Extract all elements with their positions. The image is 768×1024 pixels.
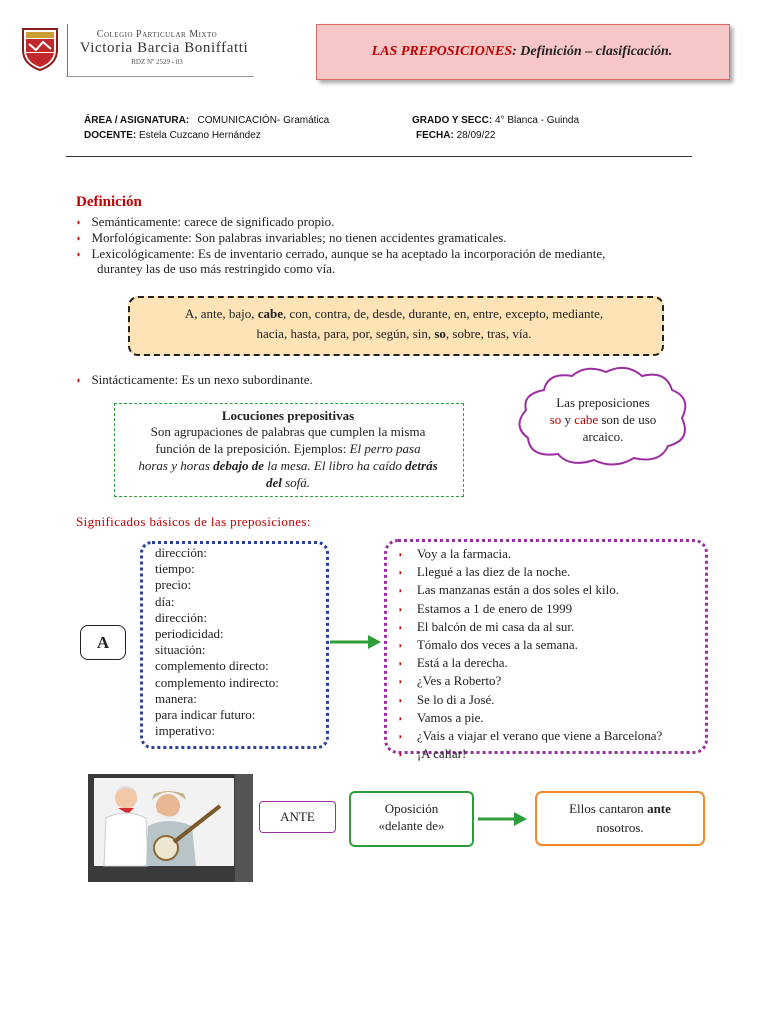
school-code: RDZ Nº 2529 - 83 — [131, 58, 183, 66]
area-field: ÁREA / ASIGNATURA: COMUNICACIÓN- Gramática — [84, 115, 330, 126]
list-item: ◗ Llegué a las diez de la noche. — [398, 564, 571, 580]
list-item: día: — [155, 593, 175, 609]
bullet-semantico: ◗ Semánticamente: carece de significado propio. — [76, 214, 335, 229]
bullet-arrow-icon: ◗ — [398, 677, 403, 687]
ante-example-line1: Ellos cantaron ante — [569, 801, 671, 816]
bullet-arrow-icon: ◗ — [398, 641, 403, 651]
list-item: ◗ ¿Vais a viajar el verano que viene a Barcelona? — [398, 728, 663, 744]
bullet-arrow-icon: ◗ — [76, 249, 82, 259]
list-item: tiempo: — [155, 561, 195, 577]
right-arrow-icon — [478, 811, 528, 827]
bullet-arrow-icon: ◗ — [398, 604, 403, 614]
bullet-arrow-icon: ◗ — [398, 622, 403, 632]
list-item: ◗ El balcón de mi casa da al sur. — [398, 618, 575, 634]
header-separator — [66, 156, 692, 157]
list-item: periodicidad: — [155, 626, 224, 642]
significados-heading: Significados básicos de las preposiciones: — [76, 514, 311, 529]
list-item: complemento directo: — [155, 658, 269, 674]
examples-list — [398, 546, 662, 764]
bullet-arrow-icon: ◗ — [76, 233, 82, 243]
definicion-heading: Definición — [76, 194, 142, 210]
school-crest-logo — [20, 26, 60, 72]
fecha-field: FECHA: 28/09/22 — [416, 130, 496, 141]
locuciones-body: Son agrupaciones de palabras que cumplen la misma función de la preposición. Ejemplos: El perro pasa horas y horas debajo de la mesa. El libro ha caído detrás del sofá. — [138, 424, 438, 490]
oposicion-line1: Oposición — [384, 801, 439, 816]
list-item: ◗ Estamos a 1 de enero de 1999 — [398, 600, 573, 616]
meanings-list — [155, 545, 279, 739]
bullet-arrow-icon: ◗ — [398, 586, 403, 596]
school-type: Colegio Particular Mixto — [96, 29, 218, 40]
right-arrow-icon — [330, 634, 382, 650]
bullet-arrow-icon: ◗ — [76, 217, 82, 227]
docente-field: DOCENTE: Estela Cuzcano Hernández — [84, 130, 261, 141]
bullet-arrow-icon: ◗ — [398, 568, 403, 578]
bullet-lexicologico: ◗ Lexicológicamente: Es de inventario cerrado, aunque se ha aceptado la incorporación de mediante, — [76, 246, 606, 261]
preposition-list: A, ante, bajo, cabe, con, contra, de, desde, durante, en, entre, excepto, mediante, hacia, hasta, para, por, según, sin, so, sobre, tras, vía. — [184, 306, 604, 341]
list-item: ◗ ¡A callar! — [398, 746, 467, 762]
cloud-text: Las preposiciones so y cabe son de uso arcaico. — [549, 395, 657, 444]
ante-example-line2: nosotros. — [596, 820, 644, 835]
list-item: ◗ Tómalo dos veces a la semana. — [398, 637, 578, 653]
list-item: ◗ Las manzanas están a dos soles el kilo. — [398, 582, 620, 598]
locuciones-title: Locuciones prepositivas — [221, 408, 355, 423]
bullet-arrow-icon: ◗ — [398, 659, 403, 669]
list-item: dirección: — [155, 545, 207, 560]
list-item: complemento indirecto: — [155, 674, 279, 690]
oposicion-box — [349, 791, 474, 847]
list-item: manera: — [155, 690, 197, 706]
preposition-a-box: A — [80, 625, 126, 660]
bullet-lexicologico-cont: durantey las de uso más restringido como vía. — [97, 261, 336, 276]
bullet-arrow-icon: ◗ — [398, 732, 403, 742]
bullet-arrow-icon: ◗ — [398, 550, 403, 559]
header-underline — [66, 76, 254, 77]
bullet-arrow-icon: ◗ — [398, 750, 403, 760]
list-item: para indicar futuro: — [155, 707, 256, 723]
list-item: ◗ ¿Ves a Roberto? — [398, 673, 502, 689]
list-item: ◗ Voy a la farmacia. — [398, 546, 512, 561]
list-item: dirección: — [155, 609, 207, 625]
oposicion-line2: «delante de» — [378, 818, 445, 833]
list-item: ◗ Vamos a pie. — [398, 709, 484, 725]
bullet-morfologico: ◗ Morfológicamente: Son palabras invariables; no tienen accidentes gramaticales. — [76, 230, 507, 245]
list-item: imperativo: — [155, 723, 215, 739]
singing-couple-photo — [88, 774, 253, 882]
bullet-arrow-icon: ◗ — [76, 375, 82, 385]
ante-label-box: ANTE — [259, 801, 336, 833]
header-divider — [67, 24, 68, 76]
ante-example-box — [535, 791, 705, 846]
list-item: ◗ Se lo di a José. — [398, 691, 495, 707]
page-title: LAS PREPOSICIONES: Definición – clasificación. — [371, 44, 673, 59]
bullet-arrow-icon: ◗ — [398, 695, 403, 705]
list-item: situación: — [155, 642, 206, 658]
school-name: Victoria Barcia Boniffatti — [79, 40, 249, 56]
grado-field: GRADO Y SECC: 4° Blanca - Guinda — [412, 115, 580, 126]
list-item: precio: — [155, 577, 192, 593]
bullet-arrow-icon: ◗ — [398, 713, 403, 723]
list-item: ◗ Está a la derecha. — [398, 655, 508, 671]
bullet-sintactico: ◗ Sintácticamente: Es un nexo subordinante. — [76, 372, 313, 387]
